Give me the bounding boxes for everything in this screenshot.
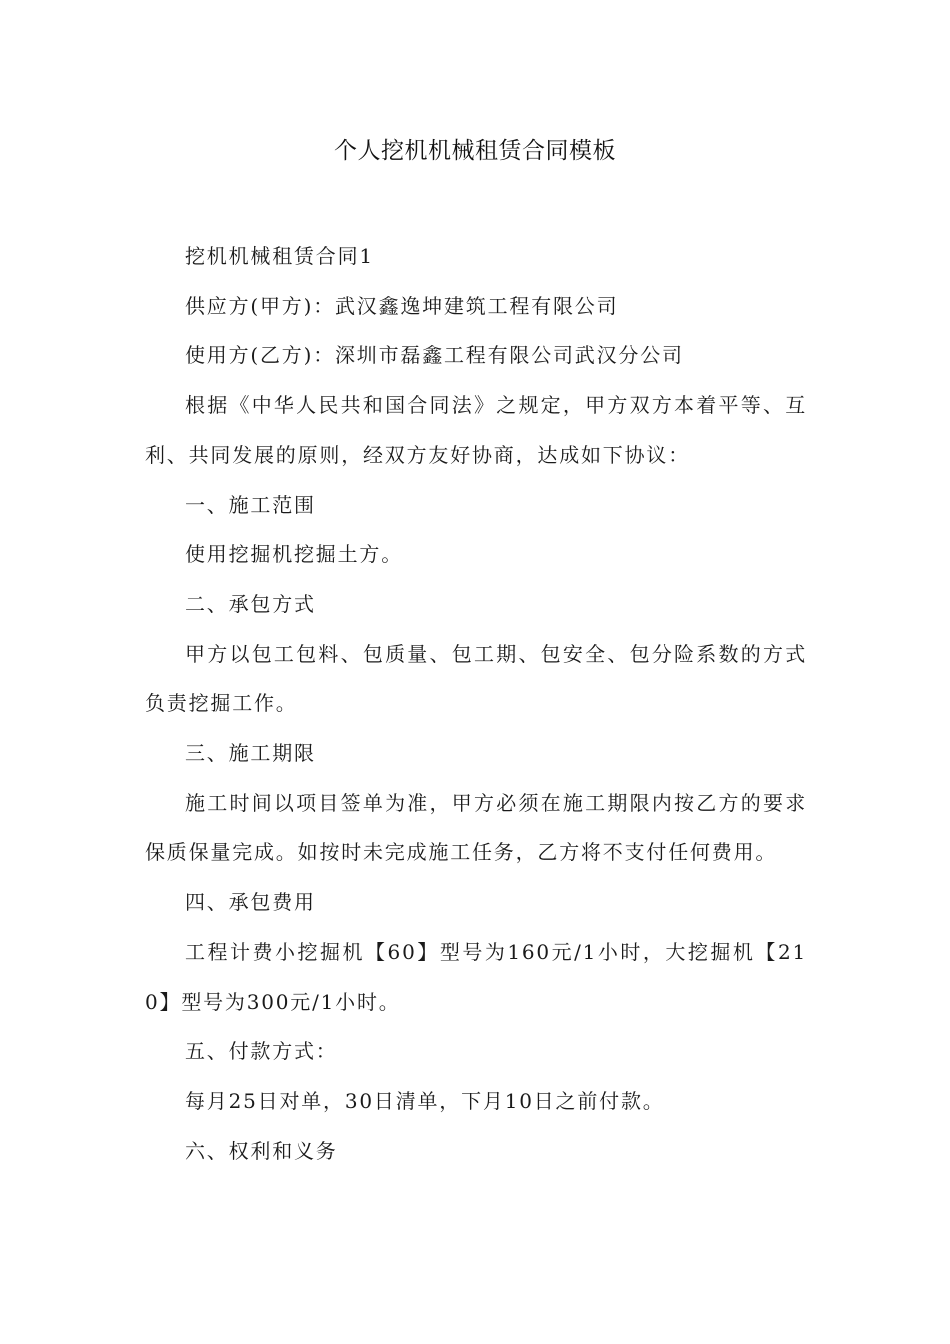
payment-paragraph: 每月25日对单，30日清单，下月10日之前付款。 — [185, 1088, 665, 1113]
section-heading-fees: 四、承包费用 — [185, 890, 316, 915]
section-heading-period: 三、施工期限 — [185, 741, 316, 766]
section-heading-contract-method: 二、承包方式 — [185, 591, 316, 616]
fees-paragraph: 工程计费小挖掘机【60】型号为160元/1小时，大挖掘机【210】型号为300元/1小时。 — [145, 939, 807, 1014]
document-body — [145, 232, 807, 1176]
party-b: 使用方(乙方)：深圳市磊鑫工程有限公司武汉分公司 — [185, 343, 684, 368]
section-heading-scope: 一、施工范围 — [185, 492, 316, 517]
preamble-paragraph: 根据《中华人民共和国合同法》之规定，甲方双方本着平等、互利、共同发展的原则，经双方友好协商，达成如下协议： — [145, 393, 807, 467]
section-heading-payment: 五、付款方式： — [185, 1039, 338, 1064]
period-paragraph: 施工时间以项目签单为准，甲方必须在施工期限内按乙方的要求保质保量完成。如按时未完成施工任务，乙方将不支付任何费用。 — [145, 790, 807, 865]
contract-method-paragraph: 甲方以包工包料、包质量、包工期、包安全、包分险系数的方式负责挖掘工作。 — [145, 641, 807, 716]
contract-heading: 挖机机械租赁合同1 — [185, 244, 374, 268]
scope-paragraph: 使用挖掘机挖掘土方。 — [185, 542, 403, 567]
section-heading-rights: 六、权利和义务 — [185, 1138, 338, 1163]
party-a: 供应方(甲方)：武汉鑫逸坤建筑工程有限公司 — [185, 293, 619, 318]
document-title: 个人挖机机械租赁合同模板 — [334, 138, 616, 164]
